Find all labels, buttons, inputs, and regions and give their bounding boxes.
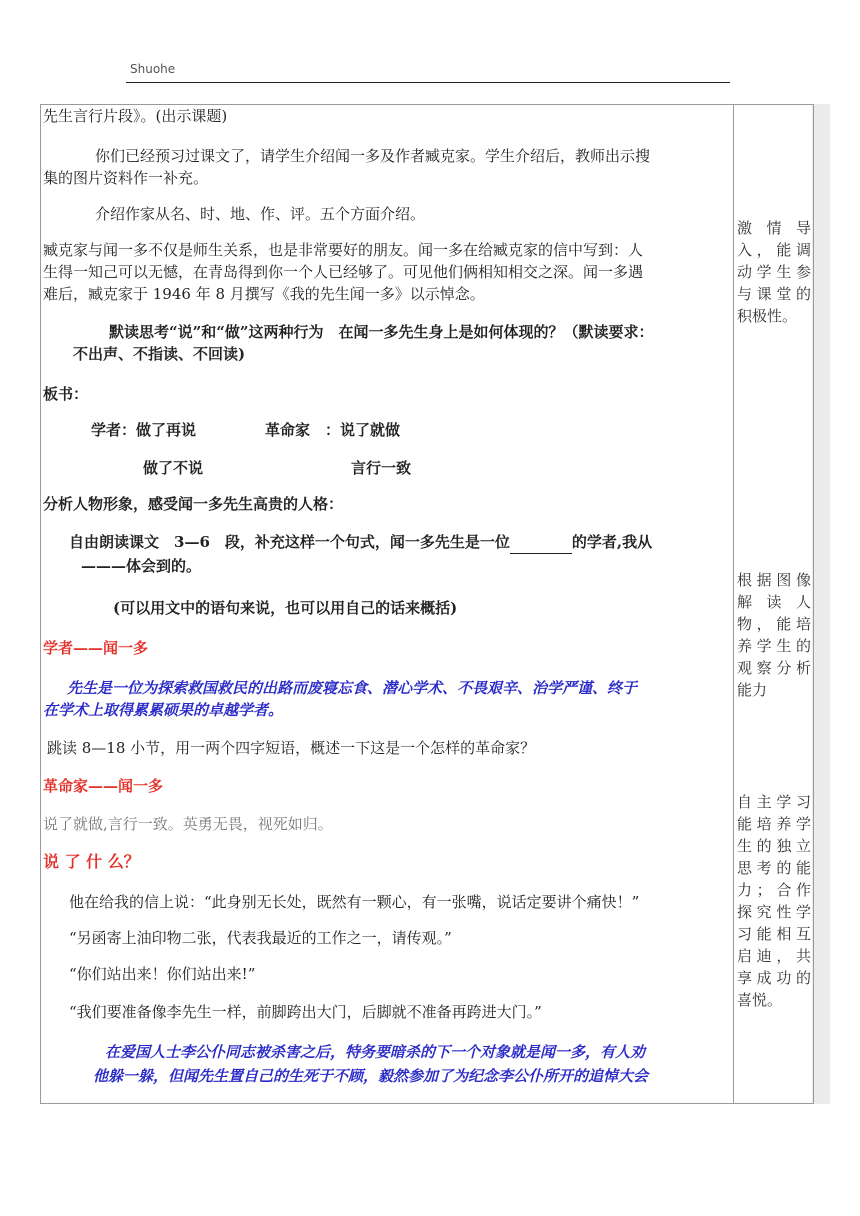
board-line-2b: 言行一致 — [351, 459, 412, 477]
paragraph-5b: 不出声、不指读、不回读) — [73, 345, 246, 363]
revolutionary-heading: 革命家——闻一多 — [43, 777, 164, 795]
header-text: Shuohe — [130, 62, 176, 76]
quote-2: “另函寄上油印物二张，代表我最近的工作之一，请传观。” — [69, 929, 452, 947]
side-note-2: 根据图像解读人物，能培养学生的观察分析能力 — [737, 571, 811, 699]
paragraph-1: 先生言行片段》。(出示课题) — [43, 107, 228, 125]
paragraph-4a: 臧克家与闻一多不仅是师生关系，也是非常要好的朋友。闻一多在给臧克家的信中写到：人 — [43, 241, 644, 259]
scholar-heading: 学者——闻一多 — [43, 639, 149, 657]
revolutionary-text: 说了就做,言行一致。英勇无畏，视死如归。 — [43, 815, 333, 833]
paragraph-8: (可以用文中的语句来说，也可以用自己的话来概括) — [113, 599, 458, 617]
paragraph-6: 分析人物形象，感受闻一多先生高贵的人格： — [43, 495, 344, 513]
closing-text-b: 他躲一躲，但闻先生置自己的生死于不顾，毅然参加了为纪念李公仆所开的追悼大会 — [93, 1067, 649, 1085]
paragraph-7a — [69, 531, 652, 554]
board-line-1a: 学者：做了再说 — [91, 421, 197, 439]
paragraph-7a-tail: 的学者,我从 — [571, 533, 653, 551]
right-margin-shade — [812, 104, 830, 1104]
fill-blank — [510, 531, 572, 554]
quote-4: “我们要准备像李先生一样，前脚跨出大门，后脚就不准备再跨进大门。” — [69, 1003, 542, 1021]
paragraph-4b: 生得一知己可以无憾，在青岛得到你一个人已经够了。可见他们俩相知相交之深。闻一多遇 — [43, 263, 644, 281]
paragraph-7a-text: 自由朗读课文 3—6 段，补充这样一个句式，闻一多先生是一位 — [69, 533, 510, 551]
board-line-2a: 做了不说 — [143, 459, 204, 477]
paragraph-9: 跳读 8—18 小节，用一两个四字短语，概述一下这是一个怎样的革命家？ — [47, 739, 536, 757]
side-note-1: 激情导入，能调动学生参与课堂的积极性。 — [737, 219, 811, 325]
paragraph-7c: ———体会到的。 — [81, 557, 202, 575]
paragraph-5a: 默读思考“说”和“做”这两种行为 在闻一多先生身上是如何体现的？（默读要求： — [109, 323, 654, 341]
paragraph-3: 介绍作家从名、时、地、作、评。五个方面介绍。 — [95, 205, 426, 223]
side-note-3: 自主学习能培养学生的独立思考的能力；合作探究性学习能相互启迪，共享成功的喜悦。 — [737, 793, 811, 1009]
paragraph-2a: 你们已经预习过课文了，请学生介绍闻一多及作者臧克家。学生介绍后，教师出示搜 — [95, 147, 651, 165]
board-line-1b: 革命家 ：说了就做 — [265, 421, 401, 439]
quote-1: 他在给我的信上说：“此身别无长处，既然有一颗心，有一张嘴，说话定要讲个痛快！” — [69, 893, 640, 911]
column-divider — [733, 105, 734, 1103]
closing-text-a: 在爱国人士李公仆同志被杀害之后，特务要暗杀的下一个对象就是闻一多，有人劝 — [105, 1043, 646, 1061]
lesson-table — [40, 104, 814, 1104]
header-rule — [126, 82, 730, 83]
quote-3: “你们站出来！你们站出来!” — [69, 965, 256, 983]
scholar-text-b: 在学术上取得累累硕果的卓越学者。 — [43, 701, 284, 719]
scholar-text-a: 先生是一位为探索救国救民的出路而废寝忘食、潜心学术、不畏艰辛、治学严谨、终于 — [67, 679, 638, 697]
board-title: 板书： — [43, 385, 89, 403]
said-heading: 说 了 什 么？ — [43, 852, 140, 871]
paragraph-4c: 难后，臧克家于 1946 年 8 月撰写《我的先生闻一多》以示悼念。 — [43, 285, 485, 303]
paragraph-2b: 集的图片资料作一补充。 — [43, 169, 209, 187]
